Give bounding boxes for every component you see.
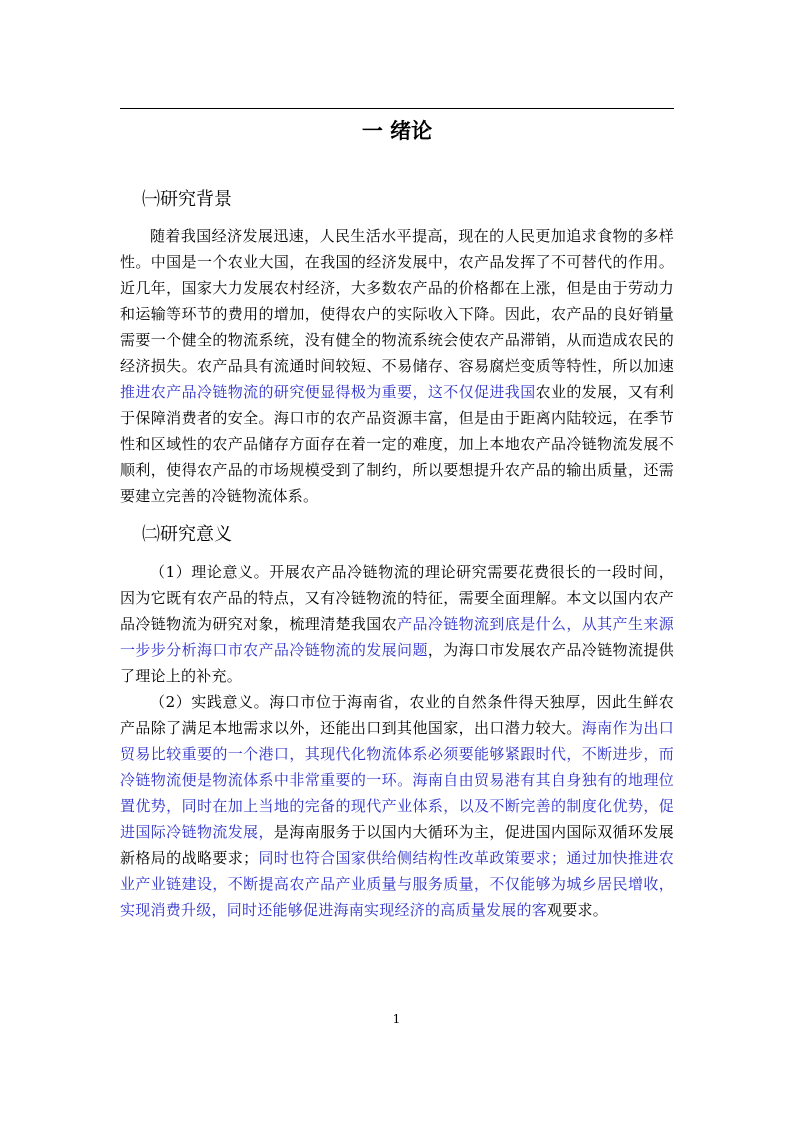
- page-number: 1: [392, 1012, 401, 1026]
- highlighted-text-run: 产品冷链物流到底是什么，从其产生来源一步步分析海口市农产品冷链物流的发展问题: [120, 615, 674, 659]
- text-run: 随着我国经济发展迅速，人民生活水平提高，现在的人民更加追求食物的多样性。中国是一个农业大国，在我国的经济发展中，农产品发挥了不可替代的作用。近几年，国家大力发展农村经济，大多数农产品的价格都在上涨，但是由于劳动力和运输等环节的费用的增加，使得农户的实际收入下降。因此，农产品的良好销量需要一个健全的物流系统，没有健全的物流系统会使农产品滞销，从而造成农民的经济损失。农产品具有流通时间较短、不易储存、容易腐烂变质等特性，所以加速: [120, 227, 674, 375]
- text-run: ，为海口市发展农产品冷链物流提供了理论上的补充。: [120, 641, 674, 685]
- highlighted-text-run: 同时也符合国家供给侧结构性改革政策要求；通过加快推进农业产业链建设，不断提高农产品产业质量与服务质量，不仅能够为城乡居民增收，实现消费升级，同时还能够促进海南实现经济的高质量发展的客: [120, 849, 674, 919]
- text-run: 农业的发展，又有利于保障消费者的安全。海口市的农产品资源丰富，但是由于距离内陆较远，在季节性和区域性的农产品储存方面存在着一定的难度，加上本地农产品冷链物流发展不顺利，使得农产品的市场规模受到了制约，所以要想提升农产品的输出质量，还需要建立完善的冷链物流体系。: [120, 383, 674, 505]
- section-heading-significance: ㈡研究意义: [142, 524, 232, 545]
- text-run: 是海南服务于以国内大循环为主，促进国内国际双循环发展新格局的战略要求；: [120, 823, 674, 867]
- highlighted-text-run: 海南作为出口贸易比较重要的一个港口，其现代化物流体系必须要能够紧跟时代，不断进步，而冷链物流便是物流体系中非常重要的一环。海南自由贸易港有其自身独有的地理位置优势，同时在加上当地的完备的现代产业体系，以及不断完善的制度化优势，促进国际冷链物流发展，: [120, 719, 674, 841]
- text-run: （1）理论意义。开展农产品冷链物流的理论研究需要花费很长的一段时间，因为它既有农产品的特点，又有冷链物流的特征，需要全面理解。本文以国内农产品冷链物流为研究对象，梳理清楚我国农: [120, 563, 674, 633]
- highlighted-text-run: 推进农产品冷链物流的研究便显得极为重要，这不仅促进我国: [120, 383, 536, 401]
- section-heading-background: ㈠研究背景: [142, 189, 232, 210]
- chapter-title: 一 绪论: [361, 119, 433, 143]
- header-rule: [120, 108, 674, 109]
- text-run: 观要求。: [547, 901, 609, 919]
- text-run: （2）实践意义。海口市位于海南省，农业的自然条件得天独厚，因此生鲜农产品除了满足本地需求以外，还能出口到其他国家，出口潜力较大。: [120, 693, 674, 737]
- paragraph-background: [120, 223, 674, 509]
- paragraph-theoretical-significance: [120, 559, 674, 689]
- paragraph-practical-significance: [120, 689, 674, 923]
